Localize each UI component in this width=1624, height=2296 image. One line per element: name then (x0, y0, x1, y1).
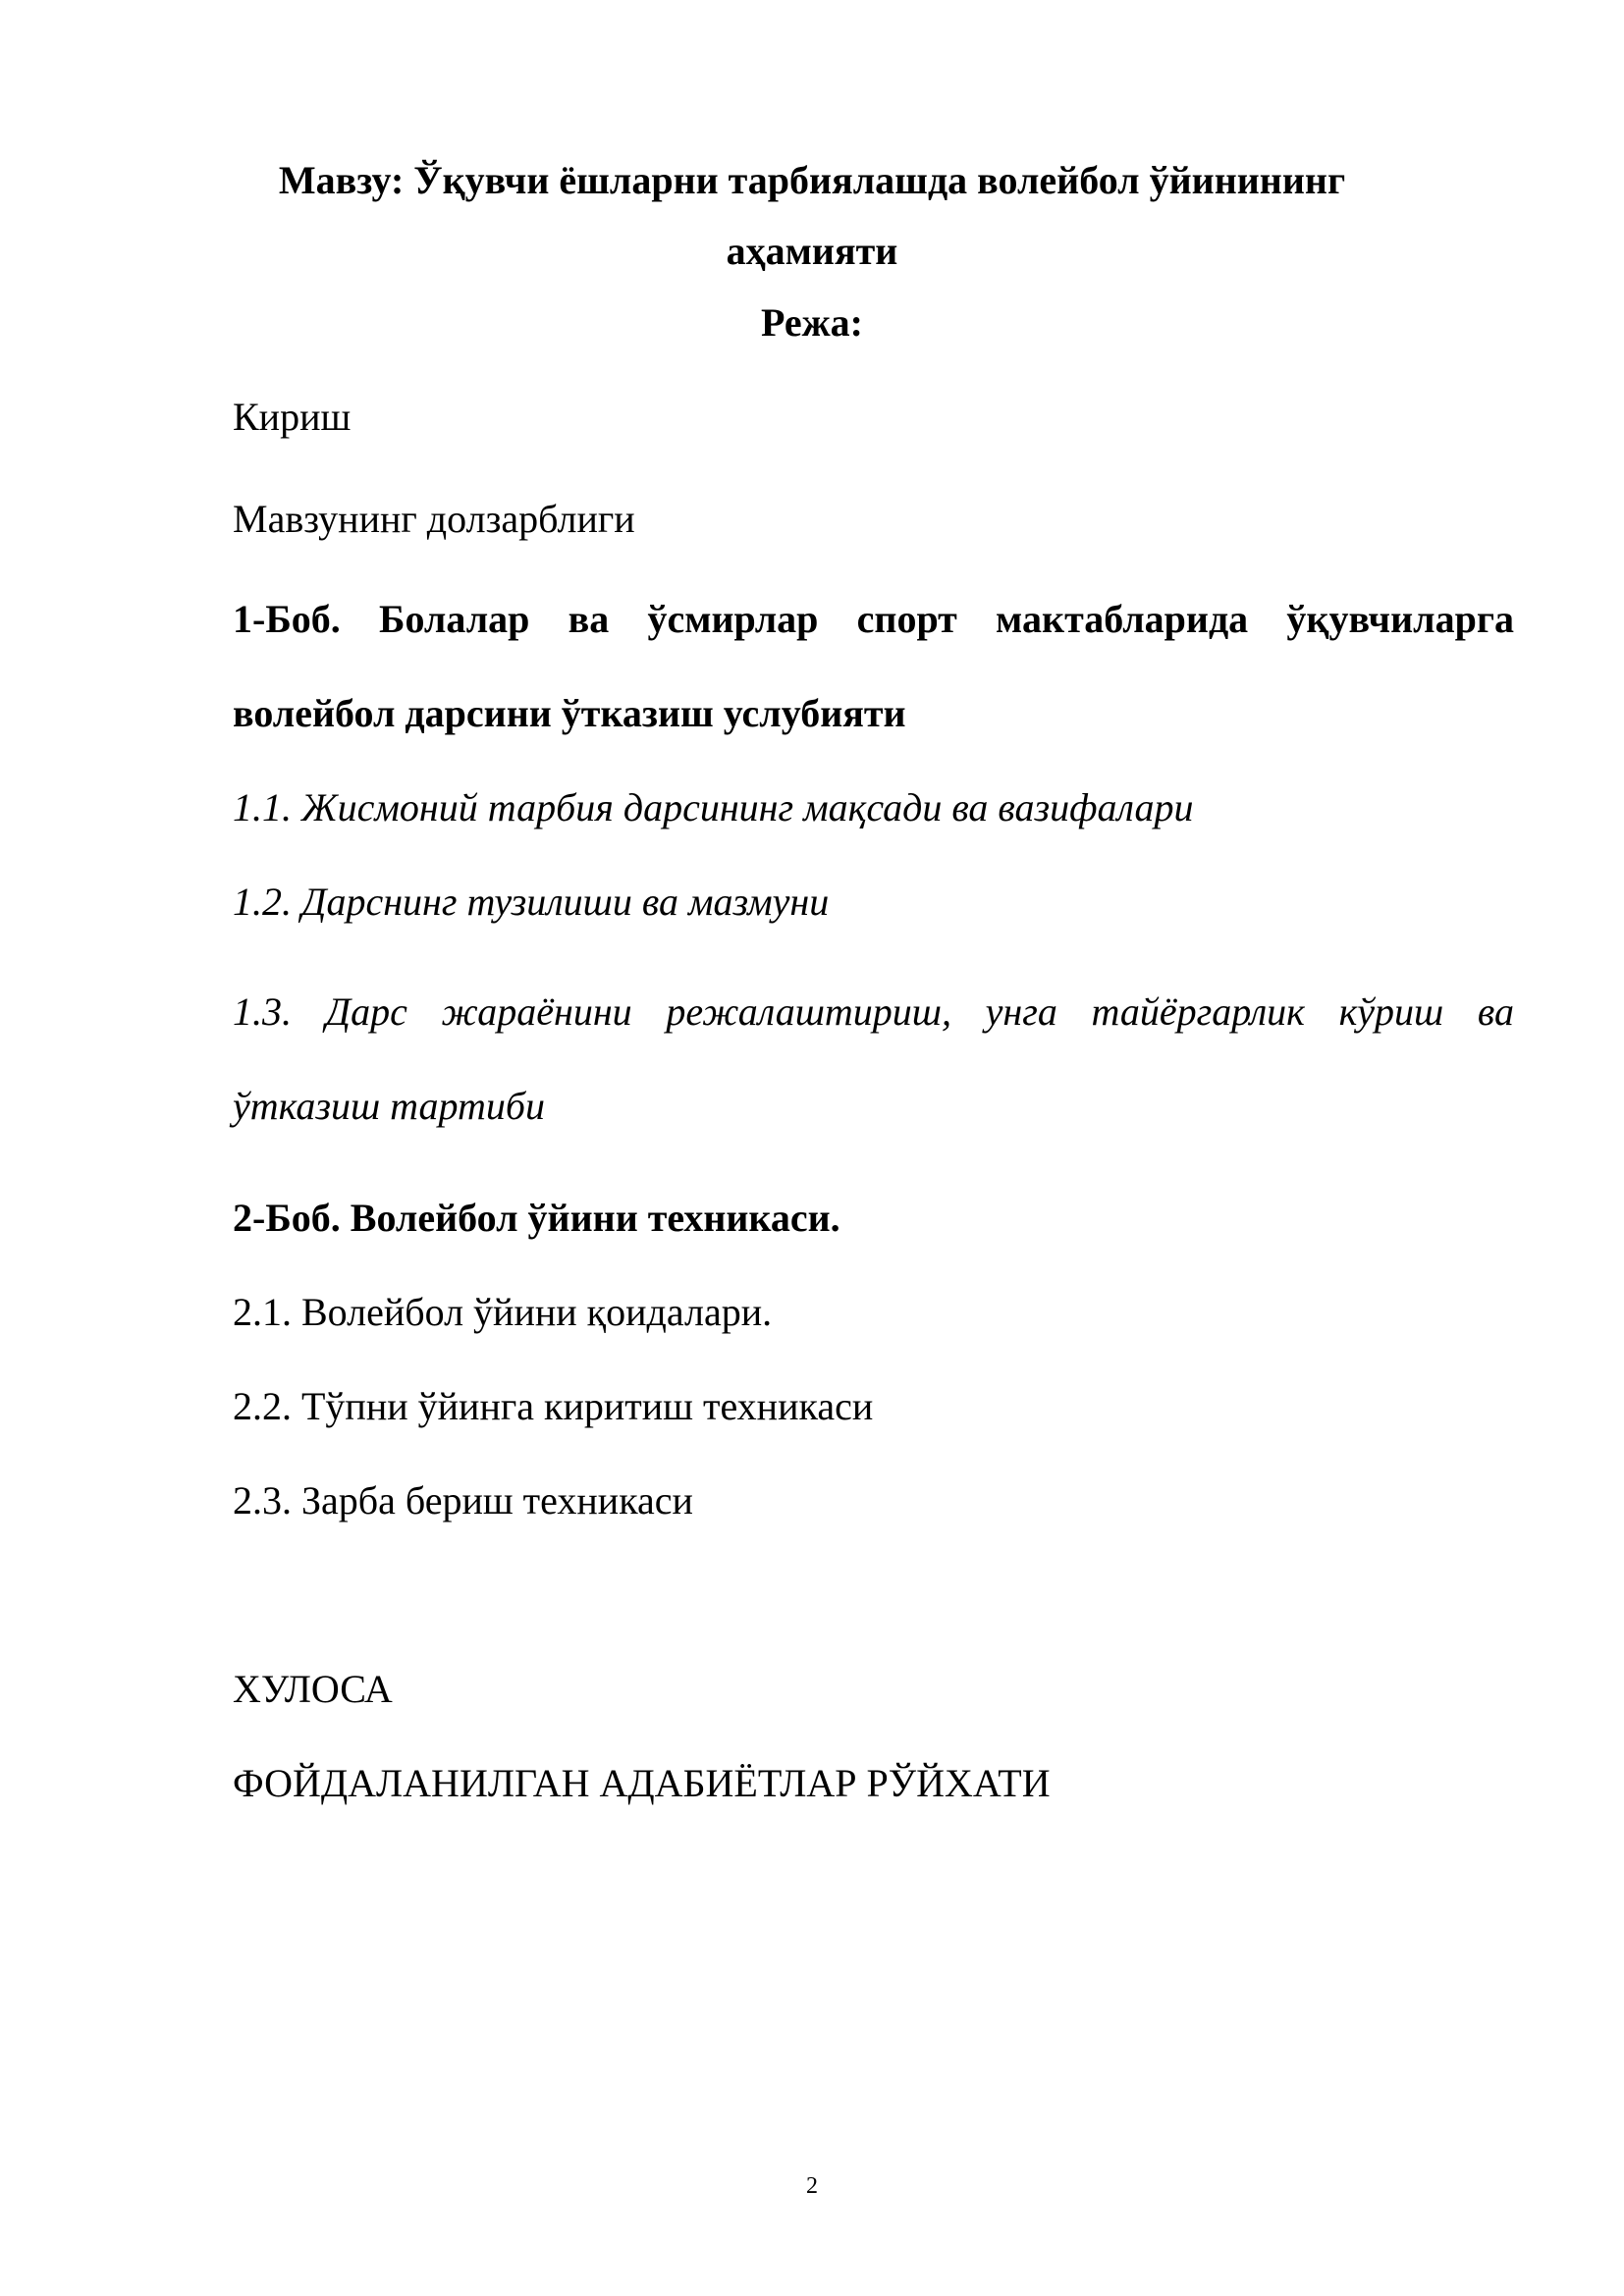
toc-section-2-1: 2.1. Волейбол ўйини қоидалари. (233, 1290, 773, 1334)
chapter-2-title: 2-Боб. Волейбол ўйини техникаси. (233, 1196, 840, 1240)
document-title-line-2: аҳамияти (726, 229, 898, 273)
chapter-1-title-line-2: волейбол дарсини ўтказиш услубияти (233, 691, 906, 735)
toc-section-1-1: 1.1. Жисмоний тарбия дарсининг мақсади ва вазифалари (233, 785, 1194, 829)
toc-intro: Кириш (233, 395, 352, 439)
toc-section-2-3: 2.3. Зарба бериш техникаси (233, 1478, 693, 1522)
page-number: 2 (806, 2173, 818, 2199)
toc-section-1-3-line-1: 1.3. Дарс жараёнини режалаштириш, унга тайёргарлик кўриш ва (233, 989, 1514, 1034)
toc-references: ФОЙДАЛАНИЛГАН АДАБИЁТЛАР РЎЙХАТИ (233, 1761, 1051, 1805)
toc-section-2-2: 2.2. Тўпни ўйинга киритиш техникаси (233, 1384, 874, 1428)
toc-section-1-3-line-2: ўтказиш тартиби (233, 1084, 546, 1128)
toc-conclusion: ХУЛОСА (233, 1667, 393, 1711)
chapter-1-title-line-1: 1-Боб. Болалар ва ўсмирлар спорт мактабларида ўқувчиларга (233, 597, 1514, 641)
toc-section-1-2: 1.2. Дарснинг тузилиши ва мазмуни (233, 880, 830, 924)
document-title-line-1: Мавзу: Ўқувчи ёшларни тарбиялашда волейбол ўйинининг (278, 158, 1346, 202)
plan-heading: Режа: (761, 300, 863, 345)
toc-relevance: Мавзунинг долзарблиги (233, 497, 635, 541)
